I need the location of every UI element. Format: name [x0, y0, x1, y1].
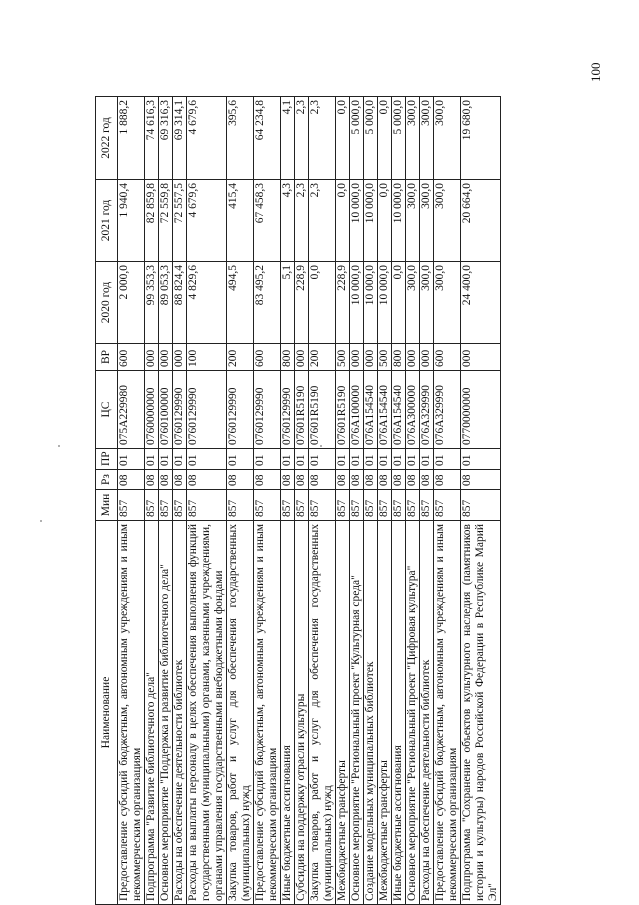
cell-y2021: 10 000,0 — [350, 180, 364, 262]
cell-cs: 0770000000 — [461, 371, 501, 449]
cell-y2022: 300,0 — [406, 97, 420, 180]
cell-y2020: 5,1 — [281, 262, 295, 344]
rotated-table-container — [95, 97, 613, 905]
cell-vr: 000 — [173, 344, 187, 371]
cell-y2020: 300,0 — [406, 262, 420, 344]
cell-min: 857 — [145, 490, 159, 521]
cell-y2020: 89 053,3 — [159, 262, 173, 344]
cell-rz: 08 — [295, 470, 309, 490]
cell-y2022: 64 234,8 — [254, 97, 281, 180]
header-2021: 2021 год — [96, 180, 118, 262]
cell-cs: 07601R5190 — [309, 371, 336, 449]
cell-y2020: 0,0 — [309, 262, 336, 344]
cell-cs: 076A300000 — [406, 371, 420, 449]
cell-y2022: 19 680,0 — [461, 97, 501, 180]
cell-y2020: 300,0 — [434, 262, 461, 344]
cell-rz: 08 — [159, 470, 173, 490]
cell-y2021: 1 940,4 — [118, 180, 145, 262]
cell-pr: 01 — [336, 449, 350, 470]
cell-y2022: 4 679,6 — [187, 97, 227, 180]
cell-y2020: 228,9 — [336, 262, 350, 344]
cell-y2020: 10 000,0 — [378, 262, 392, 344]
cell-rz: 08 — [461, 470, 501, 490]
cell-min: 857 — [227, 490, 254, 521]
table-row — [392, 97, 406, 905]
cell-rz: 08 — [254, 470, 281, 490]
cell-y2021: 300,0 — [420, 180, 434, 262]
cell-pr: 01 — [118, 449, 145, 470]
cell-pr: 01 — [420, 449, 434, 470]
header-cs: ЦС — [96, 371, 118, 449]
cell-cs: 075A229980 — [118, 371, 145, 449]
cell-vr: 000 — [461, 344, 501, 371]
cell-y2022: 4,1 — [281, 97, 295, 180]
cell-rz: 08 — [145, 470, 159, 490]
cell-min: 857 — [420, 490, 434, 521]
cell-y2020: 24 400,0 — [461, 262, 501, 344]
cell-name: Предоставление субсидий бюджетным, автономным учреждениям и иным некоммерческим организациям — [434, 521, 461, 905]
cell-rz: 08 — [420, 470, 434, 490]
cell-vr: 100 — [187, 344, 227, 371]
cell-rz: 08 — [406, 470, 420, 490]
cell-y2020: 494,5 — [227, 262, 254, 344]
cell-name: Межбюджетные трансферты — [378, 521, 392, 905]
table-row — [309, 97, 336, 905]
cell-pr: 01 — [281, 449, 295, 470]
cell-y2021: 82 859,8 — [145, 180, 159, 262]
cell-rz: 08 — [336, 470, 350, 490]
cell-cs: 076A154540 — [364, 371, 378, 449]
cell-y2022: 69 316,3 — [159, 97, 173, 180]
cell-cs: 076A100000 — [350, 371, 364, 449]
cell-pr: 01 — [145, 449, 159, 470]
cell-y2020: 4 829,6 — [187, 262, 227, 344]
cell-rz: 08 — [378, 470, 392, 490]
cell-cs: 076A329990 — [434, 371, 461, 449]
cell-pr: 01 — [434, 449, 461, 470]
table-row — [295, 97, 309, 905]
cell-y2021: 0,0 — [336, 180, 350, 262]
cell-pr: 01 — [350, 449, 364, 470]
cell-vr: 600 — [254, 344, 281, 371]
cell-min: 857 — [159, 490, 173, 521]
cell-vr: 000 — [295, 344, 309, 371]
cell-min: 857 — [378, 490, 392, 521]
table-header-row — [96, 97, 118, 905]
cell-cs: 0760129990 — [254, 371, 281, 449]
cell-y2020: 83 495,2 — [254, 262, 281, 344]
cell-name: Основное мероприятие "Региональный проект "Культурная среда" — [350, 521, 364, 905]
cell-y2022: 2,3 — [295, 97, 309, 180]
cell-y2021: 10 000,0 — [392, 180, 406, 262]
cell-min: 857 — [118, 490, 145, 521]
table-row — [254, 97, 281, 905]
cell-y2021: 300,0 — [406, 180, 420, 262]
cell-cs: 0760129990 — [187, 371, 227, 449]
cell-pr: 01 — [461, 449, 501, 470]
cell-vr: 200 — [227, 344, 254, 371]
cell-pr: 01 — [254, 449, 281, 470]
scan-speck — [58, 445, 60, 447]
cell-min: 857 — [392, 490, 406, 521]
cell-vr: 000 — [364, 344, 378, 371]
cell-rz: 08 — [392, 470, 406, 490]
table-row — [350, 97, 364, 905]
cell-rz: 08 — [434, 470, 461, 490]
cell-min: 857 — [173, 490, 187, 521]
cell-pr: 01 — [173, 449, 187, 470]
table-row — [336, 97, 350, 905]
cell-y2022: 0,0 — [378, 97, 392, 180]
table-row — [434, 97, 461, 905]
table-body — [118, 97, 501, 905]
header-min: Мин — [96, 490, 118, 521]
cell-cs: 076A329990 — [420, 371, 434, 449]
cell-y2020: 10 000,0 — [364, 262, 378, 344]
cell-rz: 08 — [173, 470, 187, 490]
table-row — [159, 97, 173, 905]
cell-name: Расходы на обеспечение деятельности библиотек — [420, 521, 434, 905]
cell-name: Межбюджетные трансферты — [336, 521, 350, 905]
cell-vr: 800 — [281, 344, 295, 371]
cell-pr: 01 — [187, 449, 227, 470]
cell-rz: 08 — [187, 470, 227, 490]
cell-y2022: 5 000,0 — [392, 97, 406, 180]
cell-name: Предоставление субсидий бюджетным, автономным учреждениям и иным некоммерческим организациям — [254, 521, 281, 905]
cell-min: 857 — [254, 490, 281, 521]
cell-pr: 01 — [392, 449, 406, 470]
table-row — [118, 97, 145, 905]
cell-y2022: 2,3 — [309, 97, 336, 180]
budget-table — [95, 96, 501, 905]
header-2020: 2020 год — [96, 262, 118, 344]
cell-y2020: 228,9 — [295, 262, 309, 344]
cell-rz: 08 — [281, 470, 295, 490]
cell-cs: 0760100000 — [159, 371, 173, 449]
cell-y2022: 300,0 — [420, 97, 434, 180]
table-row — [187, 97, 227, 905]
cell-y2021: 300,0 — [434, 180, 461, 262]
cell-vr: 800 — [392, 344, 406, 371]
cell-vr: 000 — [159, 344, 173, 371]
cell-y2022: 1 888,2 — [118, 97, 145, 180]
cell-y2021: 10 000,0 — [364, 180, 378, 262]
table-row — [461, 97, 501, 905]
cell-min: 857 — [336, 490, 350, 521]
table-row — [173, 97, 187, 905]
cell-name: Предоставление субсидий бюджетным, автономным учреждениям и иным некоммерческим организациям — [118, 521, 145, 905]
table-row — [378, 97, 392, 905]
cell-min: 857 — [309, 490, 336, 521]
cell-y2020: 88 824,4 — [173, 262, 187, 344]
cell-cs: 0760000000 — [145, 371, 159, 449]
cell-name: Основное мероприятие "Поддержка и развитие библиотечного дела" — [159, 521, 173, 905]
cell-y2022: 395,6 — [227, 97, 254, 180]
cell-y2021: 2,3 — [295, 180, 309, 262]
header-pr: ПР — [96, 449, 118, 470]
cell-vr: 500 — [378, 344, 392, 371]
cell-name: Иные бюджетные ассигнования — [281, 521, 295, 905]
scan-speck — [40, 520, 42, 522]
cell-name: Иные бюджетные ассигнования — [392, 521, 406, 905]
cell-name: Расходы на выплаты персоналу в целях обеспечения выполнения функций государственными (муниципальными) органами, казенными учреждениями, органами управления государственными внебюджетными фондами — [187, 521, 227, 905]
table-row — [145, 97, 159, 905]
cell-vr: 200 — [309, 344, 336, 371]
cell-min: 857 — [406, 490, 420, 521]
header-vr: ВР — [96, 344, 118, 371]
cell-y2022: 0,0 — [336, 97, 350, 180]
cell-min: 857 — [295, 490, 309, 521]
cell-rz: 08 — [309, 470, 336, 490]
cell-y2022: 300,0 — [434, 97, 461, 180]
cell-vr: 000 — [420, 344, 434, 371]
table-row — [227, 97, 254, 905]
header-2022: 2022 год — [96, 97, 118, 180]
cell-pr: 01 — [227, 449, 254, 470]
cell-min: 857 — [364, 490, 378, 521]
cell-vr: 000 — [406, 344, 420, 371]
cell-vr: 600 — [434, 344, 461, 371]
cell-y2021: 67 458,3 — [254, 180, 281, 262]
cell-y2021: 72 557,5 — [173, 180, 187, 262]
cell-min: 857 — [434, 490, 461, 521]
cell-vr: 600 — [118, 344, 145, 371]
cell-y2021: 2,3 — [309, 180, 336, 262]
cell-cs: 07601R5190 — [295, 371, 309, 449]
cell-cs: 07601R5190 — [336, 371, 350, 449]
cell-min: 857 — [350, 490, 364, 521]
cell-pr: 01 — [309, 449, 336, 470]
cell-y2022: 5 000,0 — [350, 97, 364, 180]
cell-y2020: 2 000,0 — [118, 262, 145, 344]
cell-y2020: 10 000,0 — [350, 262, 364, 344]
cell-cs: 0760129990 — [227, 371, 254, 449]
table-row — [406, 97, 420, 905]
header-rz: Рз — [96, 470, 118, 490]
cell-vr: 000 — [350, 344, 364, 371]
table-row — [420, 97, 434, 905]
cell-name: Субсидия на поддержку отрасли культуры — [295, 521, 309, 905]
cell-name: Закупка товаров, работ и услуг для обеспечения государственных (муниципальных) нужд — [309, 521, 336, 905]
cell-pr: 01 — [295, 449, 309, 470]
cell-cs: 0760129990 — [281, 371, 295, 449]
cell-name: Подпрограмма "Сохранение объектов культурного наследия (памятников истории и культуры) народов Российской Федерации в Республике Марий Эл" — [461, 521, 501, 905]
page-number: 100 — [588, 62, 603, 82]
cell-vr: 000 — [145, 344, 159, 371]
cell-name: Расходы на обеспечение деятельности библиотек — [173, 521, 187, 905]
cell-name: Основное мероприятие "Региональный проект "Цифровая культура" — [406, 521, 420, 905]
cell-pr: 01 — [159, 449, 173, 470]
cell-name: Создание модельных муниципальных библиотек — [364, 521, 378, 905]
cell-y2020: 0,0 — [392, 262, 406, 344]
table-row — [281, 97, 295, 905]
cell-y2021: 72 559,8 — [159, 180, 173, 262]
header-name: Наименование — [96, 521, 118, 905]
cell-y2021: 0,0 — [378, 180, 392, 262]
cell-rz: 08 — [350, 470, 364, 490]
cell-cs: 076A154540 — [392, 371, 406, 449]
cell-rz: 08 — [227, 470, 254, 490]
cell-y2020: 300,0 — [420, 262, 434, 344]
cell-y2021: 4 679,6 — [187, 180, 227, 262]
cell-y2020: 99 353,3 — [145, 262, 159, 344]
cell-name: Закупка товаров, работ и услуг для обеспечения государственных (муниципальных) нужд — [227, 521, 254, 905]
cell-vr: 500 — [336, 344, 350, 371]
cell-y2022: 74 616,3 — [145, 97, 159, 180]
cell-rz: 08 — [364, 470, 378, 490]
cell-pr: 01 — [406, 449, 420, 470]
cell-y2021: 4,3 — [281, 180, 295, 262]
cell-y2021: 415,4 — [227, 180, 254, 262]
cell-y2022: 69 314,1 — [173, 97, 187, 180]
cell-min: 857 — [461, 490, 501, 521]
cell-rz: 08 — [118, 470, 145, 490]
cell-name: Подпрограмма "Развитие библиотечного дела" — [145, 521, 159, 905]
cell-pr: 01 — [378, 449, 392, 470]
cell-min: 857 — [187, 490, 227, 521]
table-row — [364, 97, 378, 905]
cell-pr: 01 — [364, 449, 378, 470]
cell-y2021: 20 664,0 — [461, 180, 501, 262]
cell-cs: 0760129990 — [173, 371, 187, 449]
cell-min: 857 — [281, 490, 295, 521]
cell-y2022: 5 000,0 — [364, 97, 378, 180]
cell-cs: 076A154540 — [378, 371, 392, 449]
